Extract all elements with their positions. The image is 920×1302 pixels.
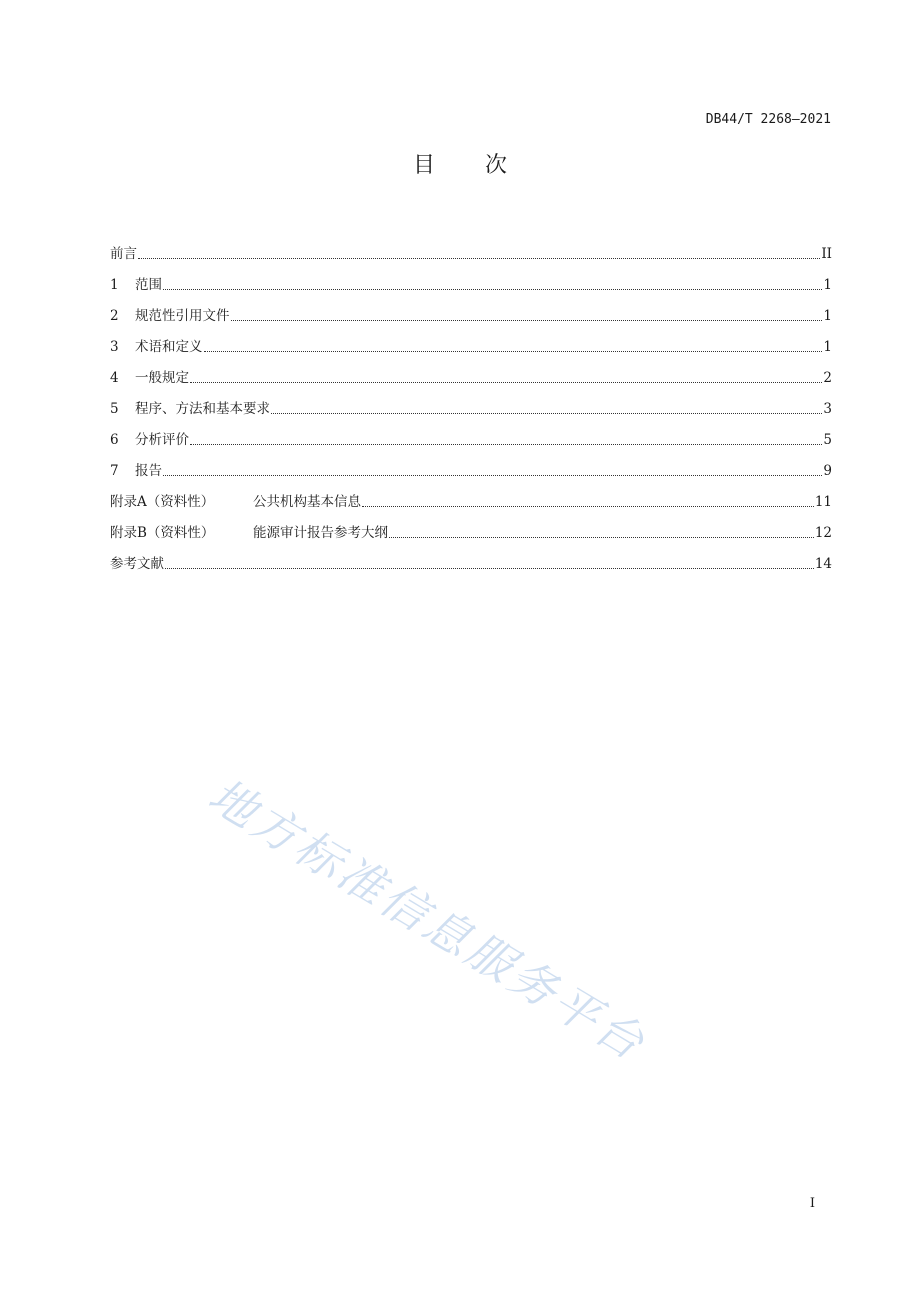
toc-leader-dots bbox=[163, 475, 822, 476]
toc-entry[interactable] bbox=[110, 264, 832, 295]
toc-entry-page: 1 bbox=[823, 308, 832, 324]
toc-entry-page: 12 bbox=[814, 525, 832, 541]
toc-entry[interactable] bbox=[110, 543, 832, 574]
toc-entry-title: 范围 bbox=[135, 277, 162, 293]
toc-entry-number: 5 bbox=[110, 401, 119, 417]
toc-entry-page: 2 bbox=[823, 370, 832, 386]
toc-entry[interactable] bbox=[110, 233, 832, 264]
toc-entry[interactable] bbox=[110, 357, 832, 388]
toc-title-char-1: 目 bbox=[412, 153, 435, 178]
toc-leader-dots bbox=[165, 568, 814, 569]
toc-leader-dots bbox=[389, 537, 814, 538]
watermark: 地方标准信息服务平台 bbox=[199, 767, 656, 1072]
toc-leader-dots bbox=[190, 444, 822, 445]
toc-entry[interactable] bbox=[110, 388, 832, 419]
toc-entry-number: 4 bbox=[110, 370, 119, 386]
toc-leader-dots bbox=[190, 382, 822, 383]
toc-entry-page: 5 bbox=[823, 432, 832, 448]
toc-entry-title: 能源审计报告参考大纲 bbox=[253, 525, 388, 541]
toc-entry-title: 程序、方法和基本要求 bbox=[135, 401, 270, 417]
toc-entry-page: 1 bbox=[823, 339, 832, 355]
toc-entry-title: 公共机构基本信息 bbox=[253, 494, 361, 510]
toc-entry[interactable] bbox=[110, 481, 832, 512]
toc-entry-page: 14 bbox=[814, 556, 832, 572]
toc-entry-page: 9 bbox=[823, 463, 832, 479]
toc-entry-number: 2 bbox=[110, 308, 119, 324]
toc-entry-title: 一般规定 bbox=[135, 370, 189, 386]
toc-entry-page: 3 bbox=[823, 401, 832, 417]
toc-leader-dots bbox=[163, 289, 822, 290]
toc-entry-number: 7 bbox=[110, 463, 119, 479]
toc-entry-page: 11 bbox=[814, 494, 832, 510]
toc-entry-number: 6 bbox=[110, 432, 119, 448]
toc-entry-number: 1 bbox=[110, 277, 119, 293]
toc-entry-title: 参考文献 bbox=[110, 556, 164, 572]
toc-entry-title: 前言 bbox=[110, 246, 137, 262]
toc-entry[interactable] bbox=[110, 419, 832, 450]
toc-entry[interactable] bbox=[110, 512, 832, 543]
toc-entry-page: 1 bbox=[823, 277, 832, 293]
toc-title bbox=[0, 148, 920, 179]
toc-entry-number: 3 bbox=[110, 339, 119, 355]
toc-leader-dots bbox=[204, 351, 823, 352]
toc-leader-dots bbox=[231, 320, 823, 321]
table-of-contents bbox=[110, 233, 832, 574]
standard-code: DB44/T 2268—2021 bbox=[705, 112, 831, 127]
toc-leader-dots bbox=[138, 258, 820, 259]
toc-leader-dots bbox=[362, 506, 814, 507]
toc-leader-dots bbox=[271, 413, 822, 414]
toc-entry-title: 规范性引用文件 bbox=[135, 308, 230, 324]
toc-entry-title: 分析评价 bbox=[135, 432, 189, 448]
toc-entry-title: 报告 bbox=[135, 463, 162, 479]
toc-entry-title: 术语和定义 bbox=[135, 339, 203, 355]
toc-entry-annex-label: 附录B（资料性） bbox=[110, 525, 215, 541]
toc-title-char-2: 次 bbox=[485, 153, 508, 178]
page-number: I bbox=[809, 1196, 815, 1211]
toc-entry[interactable] bbox=[110, 326, 832, 357]
toc-entry-page: II bbox=[821, 246, 832, 262]
toc-entry-annex-label: 附录A（资料性） bbox=[110, 494, 215, 510]
toc-entry[interactable] bbox=[110, 450, 832, 481]
toc-entry[interactable] bbox=[110, 295, 832, 326]
